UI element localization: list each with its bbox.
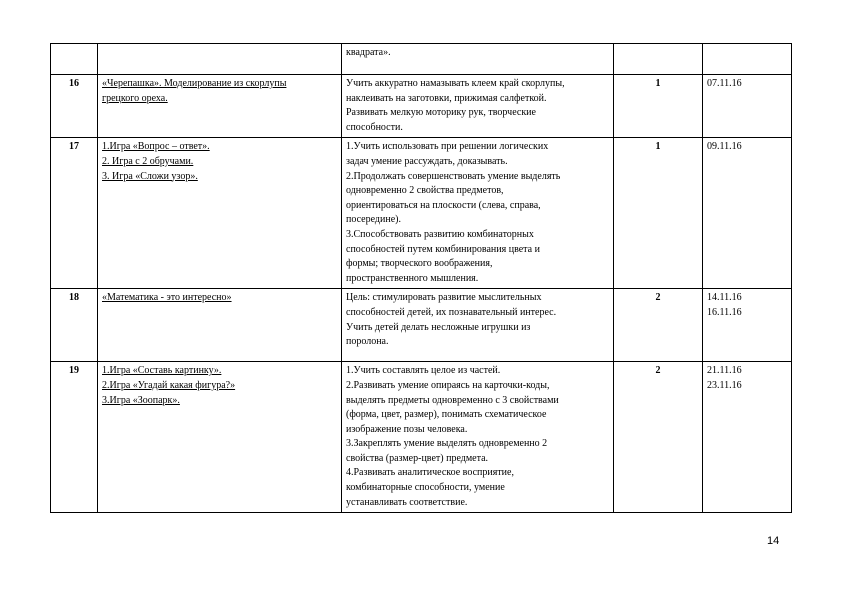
goal-line: квадрата». bbox=[346, 47, 391, 58]
topic-line: «Черепашка». Моделирование из скорлупы bbox=[102, 78, 287, 89]
goal-line: изображение позы человека. bbox=[346, 423, 468, 435]
date-value: 23.11.16 bbox=[707, 379, 742, 391]
cell-num bbox=[51, 44, 98, 75]
goal-line: свойства (размер-цвет) предмета. bbox=[346, 452, 489, 464]
cell-date bbox=[703, 138, 792, 289]
goal-line: 4.Развивать аналитическое восприятие, bbox=[346, 467, 514, 479]
goal-line: Развивать мелкую моторику рук, творческие bbox=[346, 107, 536, 119]
cell-topic bbox=[98, 289, 342, 362]
table-row-continuation bbox=[51, 44, 792, 75]
goal-line: одновременно 2 свойства предметов, bbox=[346, 185, 504, 197]
row-number: 17 bbox=[51, 138, 98, 289]
table-row bbox=[51, 138, 792, 289]
table-row bbox=[51, 362, 792, 513]
goal-line: наклеивать на заготовки, прижимая салфеткой. bbox=[346, 92, 547, 104]
goal-line: 3.Закреплять умение выделять одновременно 2 bbox=[346, 438, 548, 450]
hours-count: 1 bbox=[614, 75, 703, 138]
goal-line: способностей путем комбинирования цвета и bbox=[346, 243, 540, 255]
goal-line: 1.Учить составлять целое из частей. bbox=[346, 365, 501, 377]
topic-line: 3.Игра «Зоопарк». bbox=[102, 394, 180, 406]
topic-line: 1.Игра «Составь картинку». bbox=[102, 365, 222, 377]
cell-topic bbox=[98, 75, 342, 138]
cell-goal bbox=[342, 289, 614, 362]
hours-count: 2 bbox=[614, 289, 703, 362]
goal-line: задач умение рассуждать, доказывать. bbox=[346, 155, 508, 167]
topic-line: 3. Игра «Сложи узор». bbox=[102, 170, 198, 182]
cell-topic bbox=[98, 362, 342, 513]
goal-line: 3.Способствовать развитию комбинаторных bbox=[346, 228, 534, 240]
goal-line: посередине). bbox=[346, 214, 401, 226]
cell-topic bbox=[98, 138, 342, 289]
hours-count: 1 bbox=[614, 138, 703, 289]
goal-line: выделять предметы одновременно с 3 свойствами bbox=[346, 394, 559, 406]
goal-line: способности. bbox=[346, 121, 403, 133]
cell-hours bbox=[614, 44, 703, 75]
lesson-plan-table bbox=[50, 43, 792, 513]
goal-line: 2.Развивать умение опираясь на карточки-коды, bbox=[346, 379, 550, 391]
topic-line: 1.Игра «Вопрос – ответ». bbox=[102, 141, 210, 153]
goal-line: 2.Продолжать совершенствовать умение выделять bbox=[346, 170, 561, 182]
cell-date bbox=[703, 44, 792, 75]
goal-line: поролона. bbox=[346, 336, 389, 348]
page-number: 14 bbox=[767, 535, 780, 547]
cell-date bbox=[703, 75, 792, 138]
goal-line: способностей детей, их познавательный интерес. bbox=[346, 306, 557, 318]
table-row bbox=[51, 289, 792, 362]
goal-line: ориентироваться на плоскости (слева, справа, bbox=[346, 199, 541, 211]
goal-line: 1.Учить использовать при решении логических bbox=[346, 141, 549, 153]
cell-goal bbox=[342, 44, 614, 75]
goal-line: комбинаторные способности, умение bbox=[346, 482, 505, 494]
date-value: 07.11.16 bbox=[707, 78, 742, 89]
cell-date bbox=[703, 362, 792, 513]
goal-line: Учить аккуратно намазывать клеем край скорлупы, bbox=[346, 78, 565, 89]
date-value: 21.11.16 bbox=[707, 365, 742, 377]
date-value: 09.11.16 bbox=[707, 141, 742, 153]
topic-line: 2. Игра с 2 обручами. bbox=[102, 155, 194, 167]
row-number: 18 bbox=[51, 289, 98, 362]
goal-line: формы; творческого воображения, bbox=[346, 258, 493, 270]
row-number: 16 bbox=[51, 75, 98, 138]
date-value: 14.11.16 bbox=[707, 292, 742, 304]
hours-count: 2 bbox=[614, 362, 703, 513]
topic-line: «Математика - это интересно» bbox=[102, 292, 232, 304]
date-value: 16.11.16 bbox=[707, 306, 742, 318]
goal-line: Учить детей делать несложные игрушки из bbox=[346, 321, 531, 333]
cell-goal bbox=[342, 362, 614, 513]
topic-line: 2.Игра «Угадай какая фигура?» bbox=[102, 379, 236, 391]
row-number: 19 bbox=[51, 362, 98, 513]
goal-line: устанавливать соответствие. bbox=[346, 496, 468, 508]
goal-line: (форма, цвет, размер), понимать схематическое bbox=[346, 409, 547, 421]
topic-line: грецкого ореха. bbox=[102, 92, 168, 104]
cell-goal bbox=[342, 138, 614, 289]
cell-date bbox=[703, 289, 792, 362]
cell-topic bbox=[98, 44, 342, 75]
goal-line: Цель: стимулировать развитие мыслительных bbox=[346, 292, 542, 304]
cell-goal bbox=[342, 75, 614, 138]
goal-line: пространственного мышления. bbox=[346, 272, 479, 284]
table-row bbox=[51, 75, 792, 138]
